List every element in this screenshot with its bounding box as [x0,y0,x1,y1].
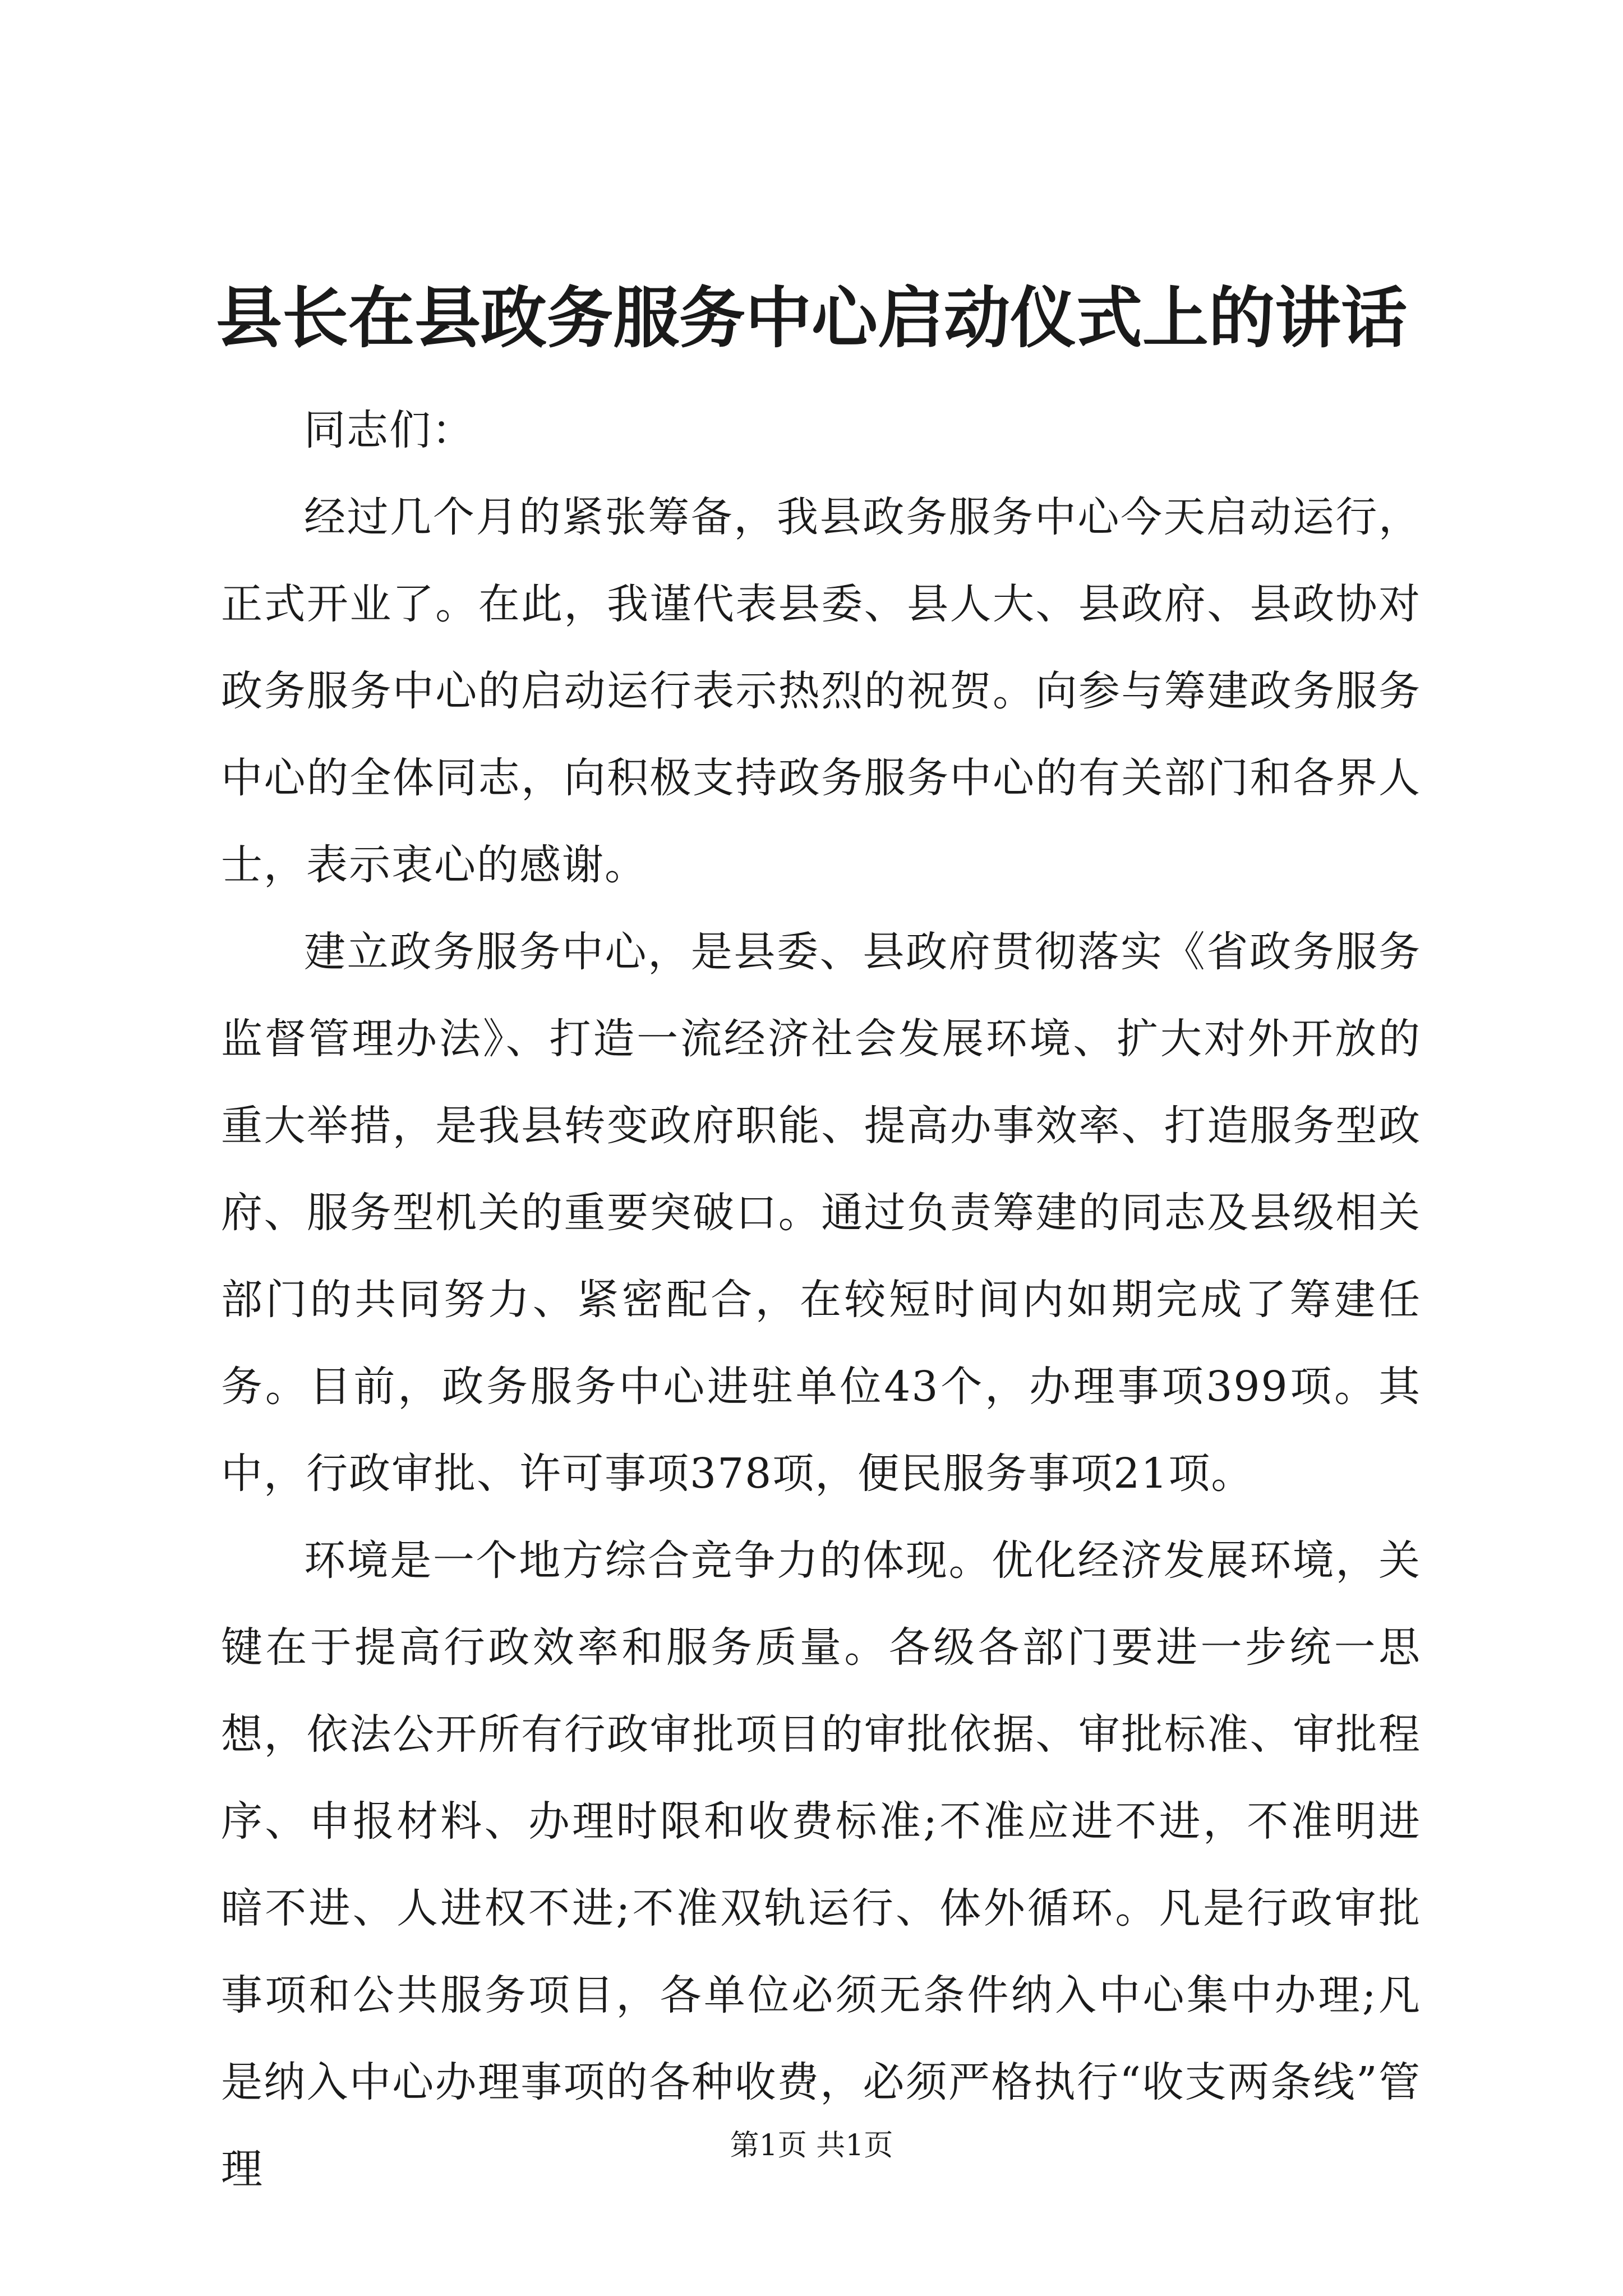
document-title: 县长在县政务服务中心启动仪式上的讲话 [215,279,1407,357]
paragraph-2: 建立政务服务中心，是县委、县政府贯彻落实《省政务服务监督管理办法》、打造一流经济社会发展环境、扩大对外开放的重大举措，是我县转变政府职能、提高办事效率、打造服务型政府、服务型机关的重要突破口。通过负责筹建的同志及县级相关部门的共同努力、紧密配合，在较短时间内如期完成了筹建任务。目前，政务服务中心进驻单位43个，办理事项399项。其中，行政审批、许可事项378项，便民服务事项21项。 [221,928,1421,1498]
document-body [221,387,1421,2213]
paragraph-1: 经过几个月的紧张筹备，我县政务服务中心今天启动运行，正式开业了。在此，我谨代表县委、县人大、县政府、县政协对政务服务中心的启动运行表示热烈的祝贺。向参与筹建政务服务中心的全体同志，向积极支持政务服务中心的有关部门和各界人士，表示衷心的感谢。 [221,493,1421,889]
paragraph-3: 环境是一个地方综合竞争力的体现。优化经济发展环境，关键在于提高行政效率和服务质量。各级各部门要进一步统一思想，依法公开所有行政审批项目的审批依据、审批标准、审批程序、申报材料、办理时限和收费标准;不准应进不进，不准明进暗不进、人进权不进;不准双轨运行、体外循环。凡是行政审批事项和公共服务项目，各单位必须无条件纳入中心集中办理;凡是纳入中心办理事项的各种收费，必须严格执行“收支两条线”管理 [221,1536,1421,2193]
page-footer: 第1页 共1页 [730,2129,893,2162]
salutation: 同志们： [304,406,474,454]
